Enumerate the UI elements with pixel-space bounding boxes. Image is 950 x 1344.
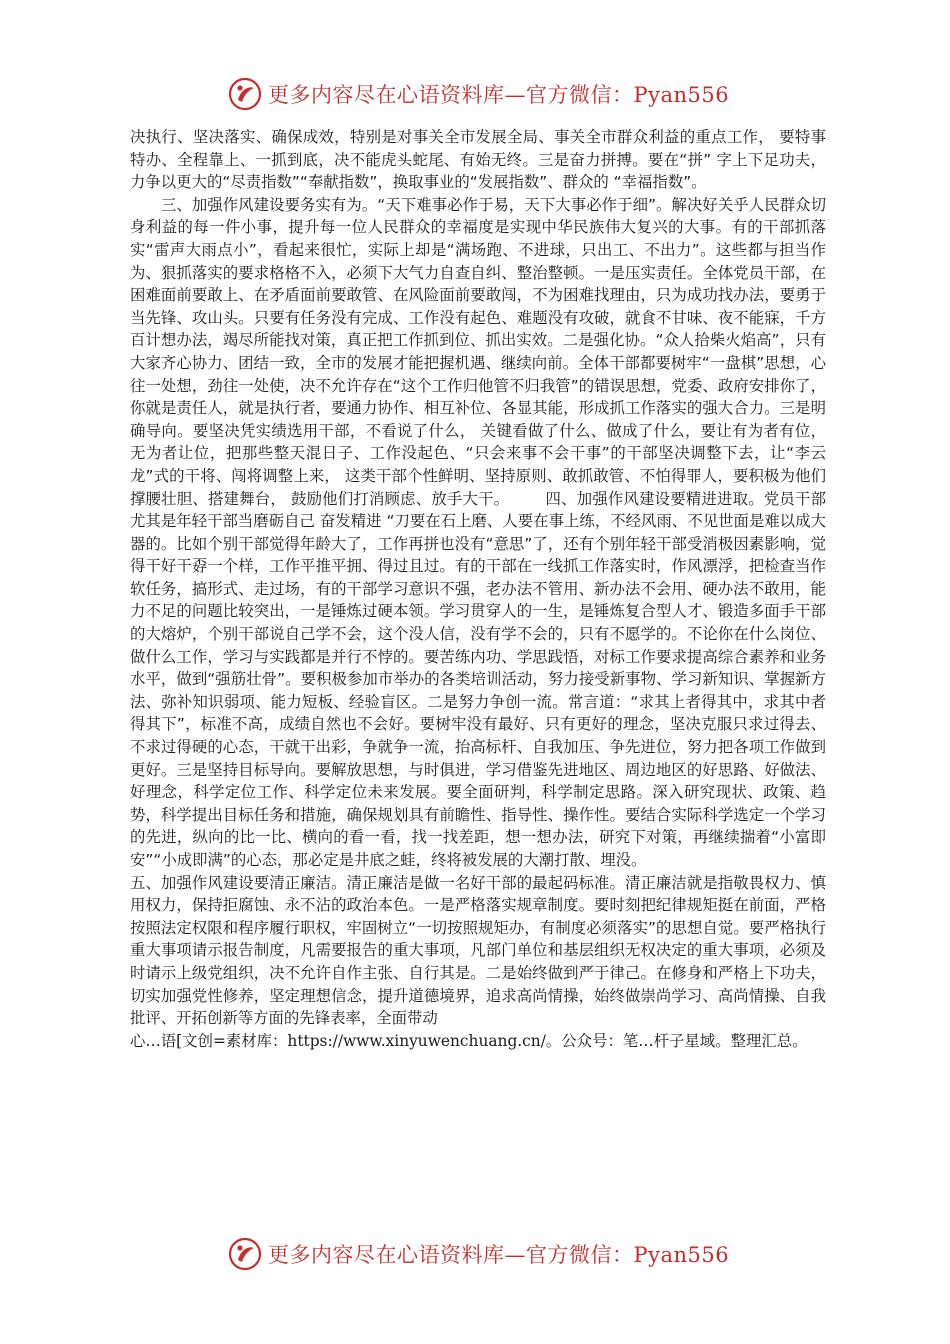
body-paragraph: 三、加强作风建设要务实有为。“天下难事必作于易，天下大事必作于细”。解决好关乎人民群众切身利益的每一件小事，提升每一位人民群众的幸福度是实现中华民族伟大复兴的大事。有的干部抓落实“雷声大雨点小”，看起来很忙，实际上却是“满场跑、不进球，只出工、不出力”。这些都与担当作为、狠抓落实的要求格格不入，必须下大气力自查自纠、整治整顿。一是压实责任。全体党员干部，在困难面前要敢上、在矛盾面前要敢管、在风险面前要敢闯，不为困难找理由，只为成功找办法，要勇于当先锋、攻山头。只要有任务没有完成、工作没有起色、难题没有攻破，就食不甘味、夜不能寐，千方百计想办法，竭尽所能找对策，真正把工作抓到位、抓出实效。二是强化协。“众人拾柴火焰高”，只有大家齐心协力、团结一致，全市的发展才能把握机遇、继续向前。全体干部都要树牢“一盘棋”思想，心往一处想，劲往一处使，决不允许存在“这个工作归他管不归我管”的错误思想，党委、政府安排你了，你就是责任人，就是执行者，要通力协作、相互补位、各显其能，形成抓工作落实的强大合力。三是明确导向。要坚决凭实绩选用干部，不看说了什么， 关键看做了什么、做成了什么，要让有为者有位，无为者让位，把那些整天混日子、工作没起色、“只会来事不会干事”的干部坚决调整下去，让“李云龙”式的干将、闯将调整上来， 这类干部个性鲜明、坚持原则、敢抓敢管、不怕得罪人，要积极为他们撑腰壮胆、搭建舞台， 鼓励他们打消顾虑、放手大干。 四、加强作风建设要精进进取。党员干部尤其是年轻干部当磨砺自己 奋发精进 “刀要在石上磨、人要在事上练，不经风雨、不见世面是难以成大器的。比如个别干部觉得年龄大了，工作再拼也没有“意思”了，还有个别年轻干部受消极因素影响，觉得干好干孬一个样，工作平推平拥、得过且过。有的干部在一线抓工作落实时，作风漂浮，把检查当作软任务，搞形式、走过场，有的干部学习意识不强，老办法不管用、新办法不会用、硬办法不敢用，能力不足的问题比较突出，一是锤炼过硬本领。学习贯穿人的一生，是锤炼复合型人才、锻造多面手干部的大熔炉，个别干部说自己学不会，这个没人信，没有学不会的，只有不愿学的。不论你在什么岗位、做什么工作，学习与实践都是并行不悖的。要苦练内功、学思践悟，对标工作要求提高综合素养和业务水平，做到“强筋壮骨”。要积极参加市举办的各类培训活动，努力接受新事物、学习新知识、掌握新方法、弥补知识弱项、能力短板、经验盲区。二是努力争创一流。常言道：“求其上者得其中，求其中者得其下”，标准不高，成绩自然也不会好。要树牢没有最好、只有更好的理念，坚决克服只求过得去、不求过得硬的心态，干就干出彩，争就争一流，抬高标杆、自我加压、争先进位，努力把各项工作做到更好。三是坚持目标导向。要解放思想，与时俱进，学习借鉴先进地区、周边地区的好思路、好做法、好理念，科学定位工作、科学定位未来发展。要全面研判，科学制定思路。深入研究现状、政策、趋势，科学提出目标任务和措施，确保规划具有前瞻性、指导性、操作性。要结合实际科学选定一个学习的先进，纵向的比一比、横向的看一看，找一找差距，想一想办法，研究下对策，再继续揣着“小富即安”“小成即满”的心态，那必定是井底之蛙，终将被发展的大潮打散、埋没。 bbox=[130, 195, 826, 869]
body-paragraph: 决执行、坚决落实、确保成效，特别是对事关全市发展全局、事关全市群众利益的重点工作， 要特事特办、全程靠上、一抓到底，决不能虎头蛇尾、有始无终。三是奋力拼搏。要在“拼” 字上下足功夫，力争以更大的“尽责指数”“奉献指数”，换取事业的“发展指数”、群众的 “幸福指数”。 bbox=[130, 128, 826, 192]
footer-banner bbox=[228, 1236, 728, 1272]
document-body bbox=[130, 126, 826, 1052]
source-note: 心…语[文创=素材库：https://www.xinyuwenchuang.cn/。公众号：笔…杆子星域。整理汇总。 bbox=[130, 1031, 808, 1050]
brand-logo-icon bbox=[228, 77, 262, 111]
header-banner-text: 更多内容尽在心语资料库—官方微信：Pyan556 bbox=[268, 83, 730, 107]
header-banner bbox=[228, 76, 728, 112]
body-paragraph: 五、加强作风建设要清正廉洁。清正廉洁是做一名好干部的最起码标准。清正廉洁就是指敬畏权力、慎用权力，保持拒腐蚀、永不沾的政治本色。一是严格落实规章制度。要时刻把纪律规矩挺在前面，严格按照法定权限和程序履行职权，牢固树立“一切按照规矩办，有制度必须落实”的思想自觉。要严格执行重大事项请示报告制度，凡需要报告的重大事项，凡部门单位和基层组织无权决定的重大事项，必须及时请示上级党组织，决不允许自作主张、自行其是。二是始终做到严于律己。在修身和严格上下功夫，切实加强党性修养，坚定理想信念，提升道德境界，追求高尚情操，始终做崇尚学习、高尚情操、自我批评、开拓创新等方面的先锋表率，全面带动 bbox=[130, 873, 826, 1028]
brand-logo-icon bbox=[228, 1237, 262, 1271]
footer-banner-text: 更多内容尽在心语资料库—官方微信：Pyan556 bbox=[268, 1243, 730, 1267]
